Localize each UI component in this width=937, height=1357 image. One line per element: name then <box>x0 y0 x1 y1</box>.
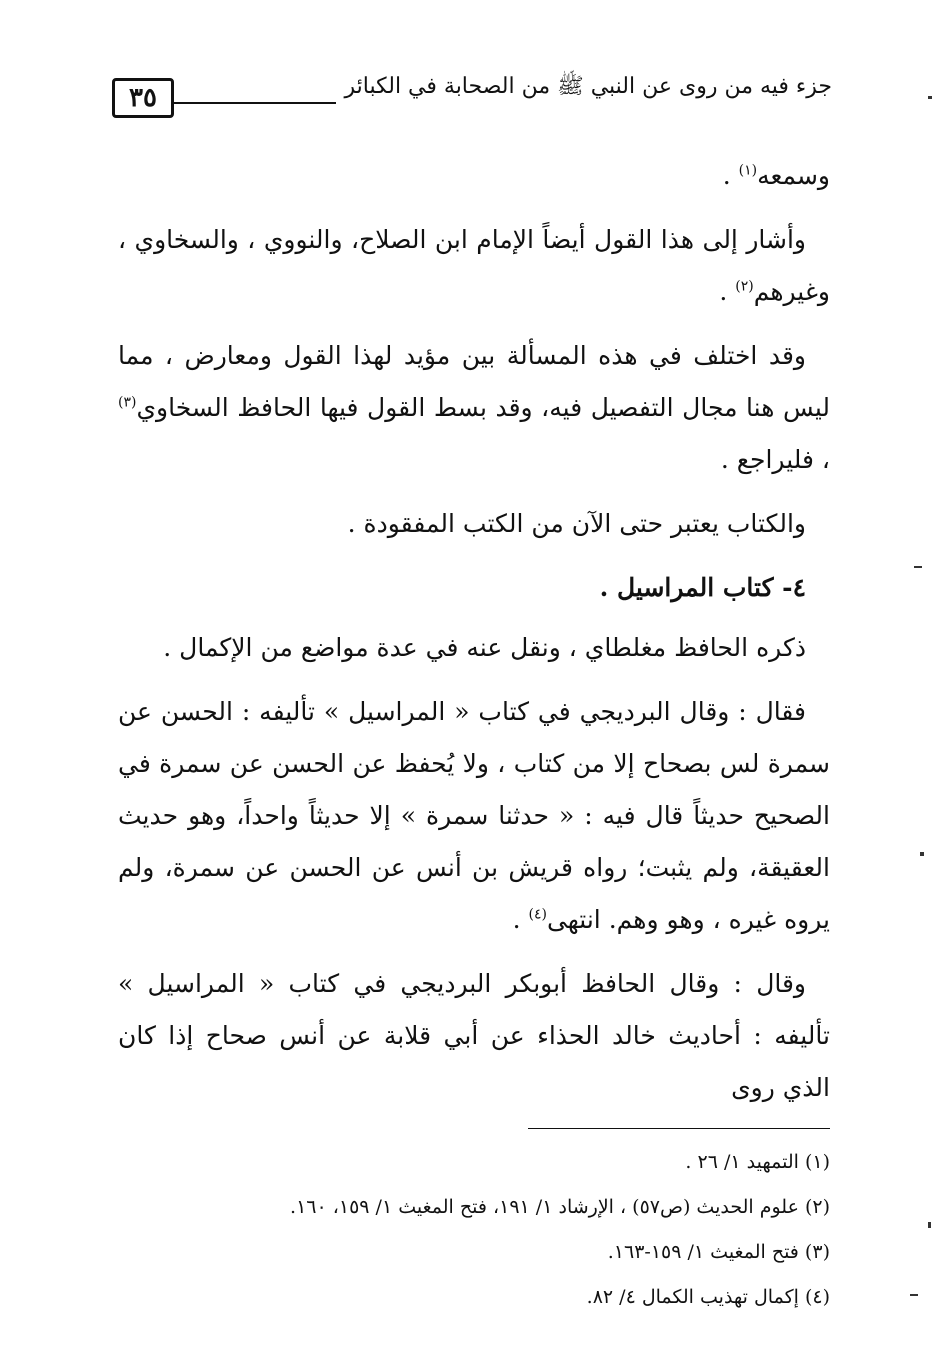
scan-mark <box>914 566 922 568</box>
paragraph-2-text: وأشار إلى هذا القول أيضاً الإمام ابن الصلاح، والنووي ، والسخاوي ، وغيرهم <box>118 225 830 306</box>
paragraph-6 <box>118 686 830 946</box>
page-number: ٣٥ <box>112 78 174 118</box>
paragraph-3-text: وقد اختلف في هذه المسألة بين مؤيد لهذا القول ومعارض ، مما ليس هنا مجال التفصيل فيه، وقد بسط القول فيها الحافظ السخاوي <box>118 341 830 422</box>
paragraph-3 <box>118 330 830 486</box>
paragraph-2-end: . <box>719 277 736 306</box>
paragraph-3-end: ، فليراجع . <box>720 445 830 474</box>
footnote-3: (٣) فتح المغيث ١/ ١٥٩-١٦٣. <box>607 1241 830 1263</box>
running-title: جزء فيه من روى عن النبي ﷺ من الصحابة في الكبائر <box>336 72 832 104</box>
paragraph-2 <box>118 214 830 318</box>
scan-mark <box>928 1222 931 1228</box>
footnote-ref-4: (٤) <box>528 906 547 923</box>
scan-mark <box>910 1294 918 1296</box>
section-heading: ٤- كتاب المراسيل . <box>599 573 806 602</box>
paragraph-6-text: فقال : وقال البرديجي في كتاب « المراسيل » تأليفه : الحسن عن سمرة لس بصحاح إلا من كتاب ، ولا يُحفظ عن الحسن عن سمرة في الصحيح حديثاً قال فيه : « حدثنا سمرة » إلا حديثاً واحداً، وهو حديث العقيقة، ولم يثبت؛ رواه قريش بن أنس عن الحسن عن سمرة، ولم يروه غيره ، وهو وهم. انتهى <box>118 697 830 934</box>
paragraph-1-end: . <box>722 161 739 190</box>
footnote-ref-2: (٢) <box>735 278 754 295</box>
footnote-1: (١) التمهيد ١/ ٢٦ . <box>685 1151 830 1173</box>
footnote-ref-3: (٣) <box>118 394 137 411</box>
footnote-4: (٤) إكمال تهذيب الكمال ٤/ ٨٢. <box>586 1286 830 1308</box>
paragraph-1-text: وسمعه <box>757 161 830 190</box>
paragraph-4: والكتاب يعتبر حتى الآن من الكتب المفقودة . <box>347 509 806 538</box>
footnote-ref-1: (١) <box>738 162 758 179</box>
footnote-rule <box>528 1128 830 1129</box>
paragraph-6-end: . <box>512 905 529 934</box>
page-header <box>112 70 832 124</box>
footnote-2: (٢) علوم الحديث (ص٥٧) ، الإرشاد ١/ ١٩١، فتح المغيث ١/ ١٥٩، ١٦٠. <box>290 1196 830 1218</box>
footnotes <box>118 1140 830 1320</box>
paragraph-5: ذكره الحافظ مغلطاي ، ونقل عنه في عدة مواضع من الإكمال . <box>163 633 806 662</box>
paragraph-1 <box>118 150 830 202</box>
paragraph-7: وقال : وقال الحافظ أبوبكر البرديجي في كتاب « المراسيل » تأليفه : أحاديث خالد الحذاء عن أبي قلابة عن أنس صحاح إذا كان الذي روى <box>118 969 830 1102</box>
main-text <box>118 150 830 1126</box>
scan-mark <box>928 96 932 99</box>
scan-mark <box>920 852 924 856</box>
